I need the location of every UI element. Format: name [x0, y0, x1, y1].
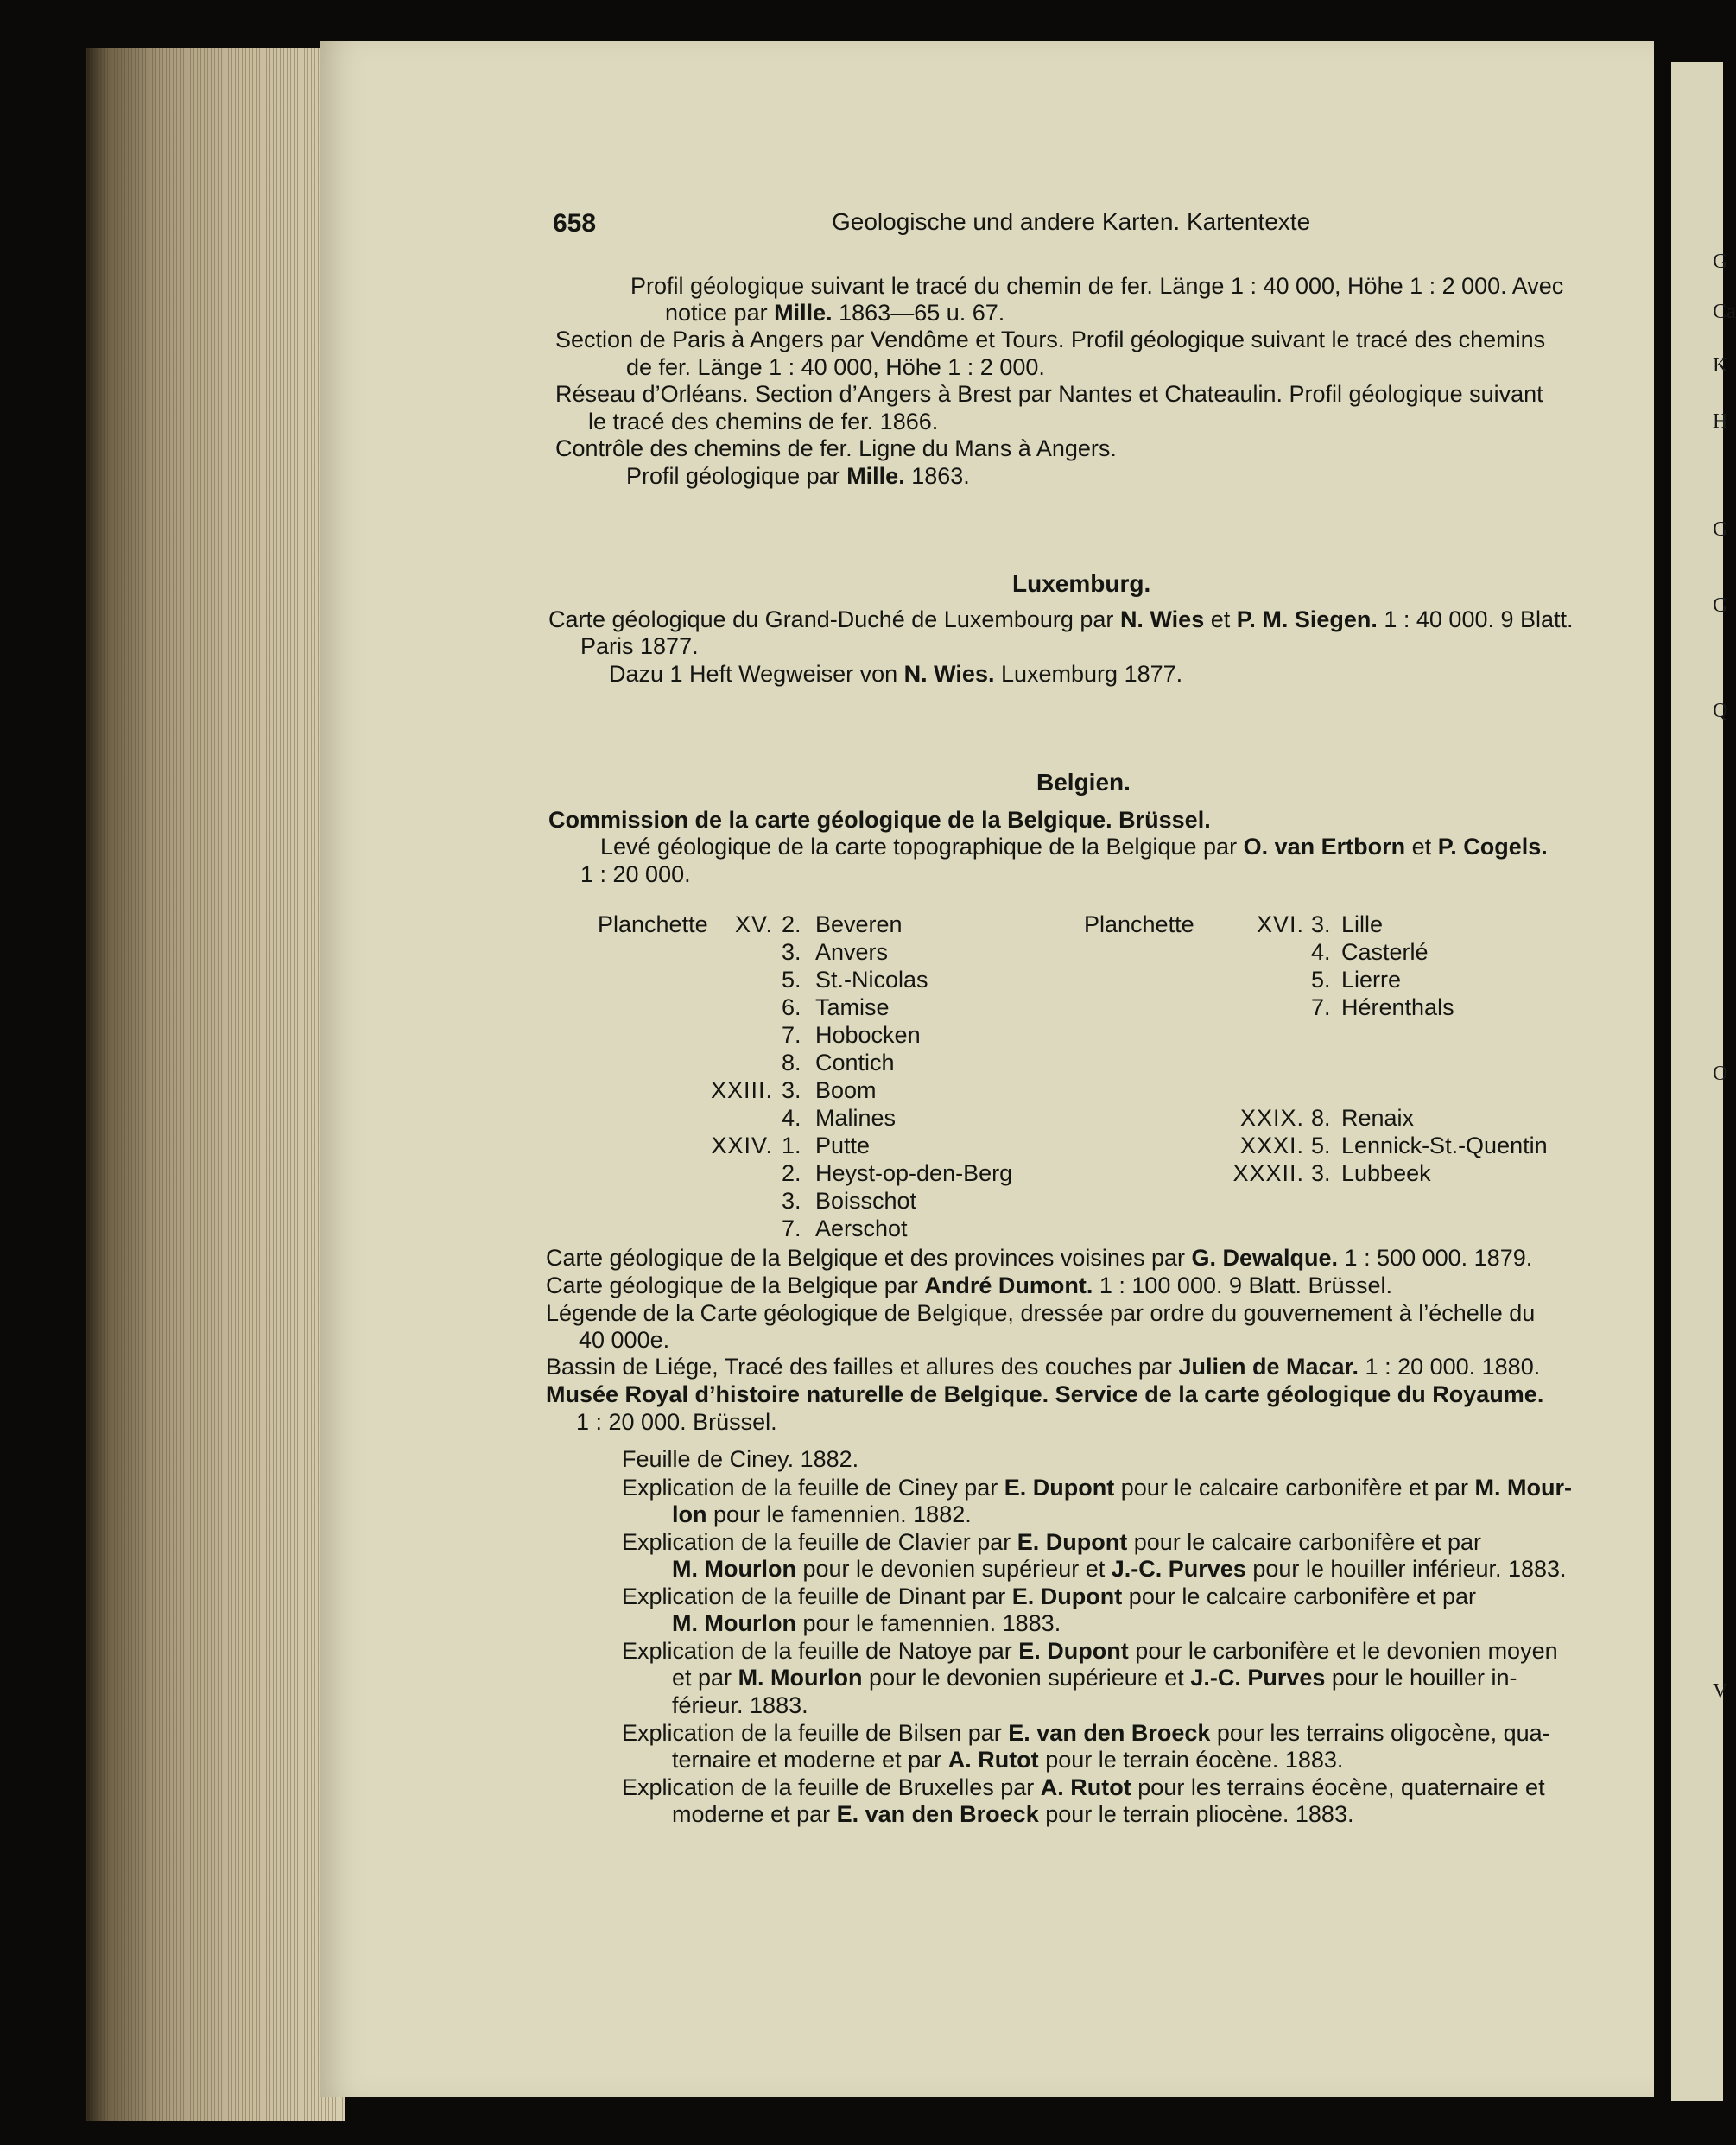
- text-line: le tracé des chemins de fer. 1866.: [588, 409, 939, 435]
- planchette-number: 6.: [782, 994, 801, 1020]
- adjacent-page-fragment: V: [1713, 1680, 1728, 1703]
- planchette-name: Aerschot: [815, 1215, 908, 1241]
- planchette-name: Renaix: [1341, 1105, 1415, 1131]
- planchette-number: 7.: [782, 1022, 801, 1048]
- planchette-roman: XXIX.: [1239, 1105, 1304, 1131]
- adjacent-page-fragment: K: [1713, 354, 1728, 377]
- planchette-number: 4.: [782, 1105, 801, 1131]
- text-line: ternaire et moderne et par A. Rutot pour le terrain éocène. 1883.: [672, 1747, 1344, 1773]
- adjacent-page-fragment: G: [1713, 251, 1728, 273]
- planchette-name: Boom: [815, 1077, 877, 1103]
- planchette-roman: XV.: [734, 911, 773, 937]
- planchette-number: 7.: [1311, 994, 1331, 1020]
- planchette-name: Casterlé: [1341, 939, 1429, 965]
- text-line: M. Mourlon pour le devonien supérieur et J.-C. Purves pour le houiller inférieur. 1883.: [672, 1556, 1567, 1582]
- text-line: 1 : 20 000.: [580, 861, 691, 887]
- planchette-number: 5.: [782, 967, 801, 993]
- text-line: et par M. Mourlon pour le devonien supérieure et J.-C. Purves pour le houiller in-: [672, 1665, 1517, 1691]
- page-number: 658: [553, 209, 597, 238]
- planchette-name: Anvers: [815, 939, 889, 965]
- adjacent-page-fragment: Ca: [1713, 301, 1736, 323]
- text-line: Bassin de Liége, Tracé des failles et allures des couches par Julien de Macar. 1 : 20 000. 1880.: [546, 1354, 1541, 1380]
- planchette-number: 8.: [782, 1050, 801, 1076]
- musee-heading: Musée Royal d’histoire naturelle de Belgique. Service de la carte géologique du Royaume.: [546, 1381, 1544, 1407]
- section-heading-belgien: Belgien.: [1036, 769, 1131, 796]
- planchette-number: 2.: [782, 1160, 801, 1186]
- planchette-number: 2.: [782, 911, 801, 937]
- planchette-name: Hérenthals: [1341, 994, 1454, 1020]
- planchette-roman: XXIII.: [710, 1077, 773, 1103]
- planchette-number: 8.: [1311, 1105, 1331, 1131]
- adjacent-page-fragment: G: [1713, 518, 1728, 541]
- text-line: 1 : 20 000. Brüssel.: [576, 1409, 777, 1435]
- text-line: Profil géologique par Mille. 1863.: [626, 463, 970, 489]
- planchette-name: Contich: [815, 1050, 895, 1076]
- text-line: de fer. Länge 1 : 40 000, Höhe 1 : 2 000.: [626, 354, 1045, 380]
- planchette-roman: XXIV.: [711, 1133, 773, 1158]
- text-line: moderne et par E. van den Broeck pour le terrain pliocène. 1883.: [672, 1801, 1354, 1827]
- planchette-name: Boisschot: [815, 1188, 917, 1214]
- planchette-name: Hobocken: [815, 1022, 921, 1048]
- text-line: Explication de la feuille de Bilsen par E. van den Broeck pour les terrains oligocène, qua-: [622, 1720, 1550, 1746]
- running-title: Geologische und andere Karten. Kartentexte: [832, 208, 1311, 235]
- text-line: Paris 1877.: [580, 633, 699, 659]
- planchette-name: Lubbeek: [1341, 1160, 1431, 1186]
- planchette-number: 5.: [1311, 967, 1331, 993]
- planchette-name: Putte: [815, 1133, 871, 1158]
- section-heading-luxemburg: Luxemburg.: [1012, 570, 1151, 597]
- adjacent-page-edge: [1671, 62, 1736, 2101]
- planchette-name: Malines: [815, 1105, 897, 1131]
- planchette-number: 7.: [782, 1215, 801, 1241]
- planchette-label-left: Planchette: [598, 911, 708, 937]
- text-line: férieur. 1883.: [672, 1692, 808, 1718]
- adjacent-page-fragment: O: [1713, 1063, 1728, 1085]
- text-line: Explication de la feuille de Bruxelles par A. Rutot pour les terrains éocène, quaternaire et: [622, 1774, 1545, 1800]
- adjacent-page-fragment: Q: [1713, 700, 1728, 722]
- text-line: lon pour le famennien. 1882.: [672, 1501, 972, 1527]
- planchette-name: Lierre: [1341, 967, 1402, 993]
- adjacent-page-fragment: H: [1713, 410, 1728, 433]
- text-line: Dazu 1 Heft Wegweiser von N. Wies. Luxemburg 1877.: [609, 661, 1183, 687]
- text-line: Feuille de Ciney. 1882.: [622, 1446, 859, 1472]
- planchette-name: Beveren: [815, 911, 903, 937]
- planchette-number: 5.: [1311, 1133, 1331, 1158]
- book-page-edges: [86, 48, 345, 2121]
- planchette-number: 3.: [782, 1077, 801, 1103]
- planchette-label-right: Planchette: [1084, 911, 1194, 937]
- planchette-number: 3.: [1311, 911, 1331, 937]
- planchette-number: 3.: [782, 1188, 801, 1214]
- commission-heading: Commission de la carte géologique de la Belgique. Brüssel.: [548, 807, 1211, 833]
- planchette-roman: XXXII.: [1232, 1160, 1304, 1186]
- text-line: Section de Paris à Angers par Vendôme et Tours. Profil géologique suivant le tracé des chemins: [555, 327, 1546, 352]
- planchette-name: Heyst-op-den-Berg: [815, 1160, 1013, 1186]
- planchette-roman: XXXI.: [1239, 1133, 1304, 1158]
- text-line: Explication de la feuille de Clavier par E. Dupont pour le calcaire carbonifère et par: [622, 1529, 1481, 1555]
- planchette-name: St.-Nicolas: [815, 967, 928, 993]
- text-line: M. Mourlon pour le famennien. 1883.: [672, 1610, 1061, 1636]
- text-line: Explication de la feuille de Dinant par E. Dupont pour le calcaire carbonifère et par: [622, 1583, 1477, 1609]
- planchette-name: Lennick-St.-Quentin: [1341, 1133, 1548, 1158]
- text-line: Carte géologique de la Belgique par André Dumont. 1 : 100 000. 9 Blatt. Brüssel.: [546, 1272, 1393, 1298]
- text-line: Réseau d’Orléans. Section d’Angers à Brest par Nantes et Chateaulin. Profil géologique suivant: [555, 381, 1543, 407]
- planchette-number: 3.: [782, 939, 801, 965]
- planchette-number: 4.: [1311, 939, 1331, 965]
- text-line: Légende de la Carte géologique de Belgique, dressée par ordre du gouvernement à l’échelle du: [546, 1300, 1536, 1326]
- text-line: Contrôle des chemins de fer. Ligne du Mans à Angers.: [555, 435, 1117, 461]
- planchette-name: Tamise: [815, 994, 890, 1020]
- text-line: Levé géologique de la carte topographique de la Belgique par O. van Ertborn et P. Cogels.: [600, 834, 1548, 860]
- text-line: Explication de la feuille de Ciney par E. Dupont pour le calcaire carbonifère et par M. Mour-: [622, 1475, 1572, 1501]
- planchette-number: 3.: [1311, 1160, 1331, 1186]
- text-line: Explication de la feuille de Natoye par E. Dupont pour le carbonifère et le devonien moyen: [622, 1638, 1558, 1664]
- planchette-number: 1.: [782, 1133, 801, 1158]
- text-line: Carte géologique du Grand-Duché de Luxembourg par N. Wies et P. M. Siegen. 1 : 40 000. 9 Blatt.: [548, 606, 1574, 632]
- text-line: Carte géologique de la Belgique et des provinces voisines par G. Dewalque. 1 : 500 000. 1879.: [546, 1245, 1533, 1271]
- adjacent-page-fragment: G: [1713, 594, 1728, 617]
- book-page: [320, 41, 1654, 2097]
- text-line: notice par Mille. 1863—65 u. 67.: [665, 300, 1005, 326]
- planchette-name: Lille: [1341, 911, 1384, 937]
- text-line: 40 000e.: [579, 1327, 670, 1353]
- text-line: Profil géologique suivant le tracé du chemin de fer. Länge 1 : 40 000, Höhe 1 : 2 000. Avec: [630, 273, 1564, 299]
- planchette-roman: XVI.: [1256, 911, 1304, 937]
